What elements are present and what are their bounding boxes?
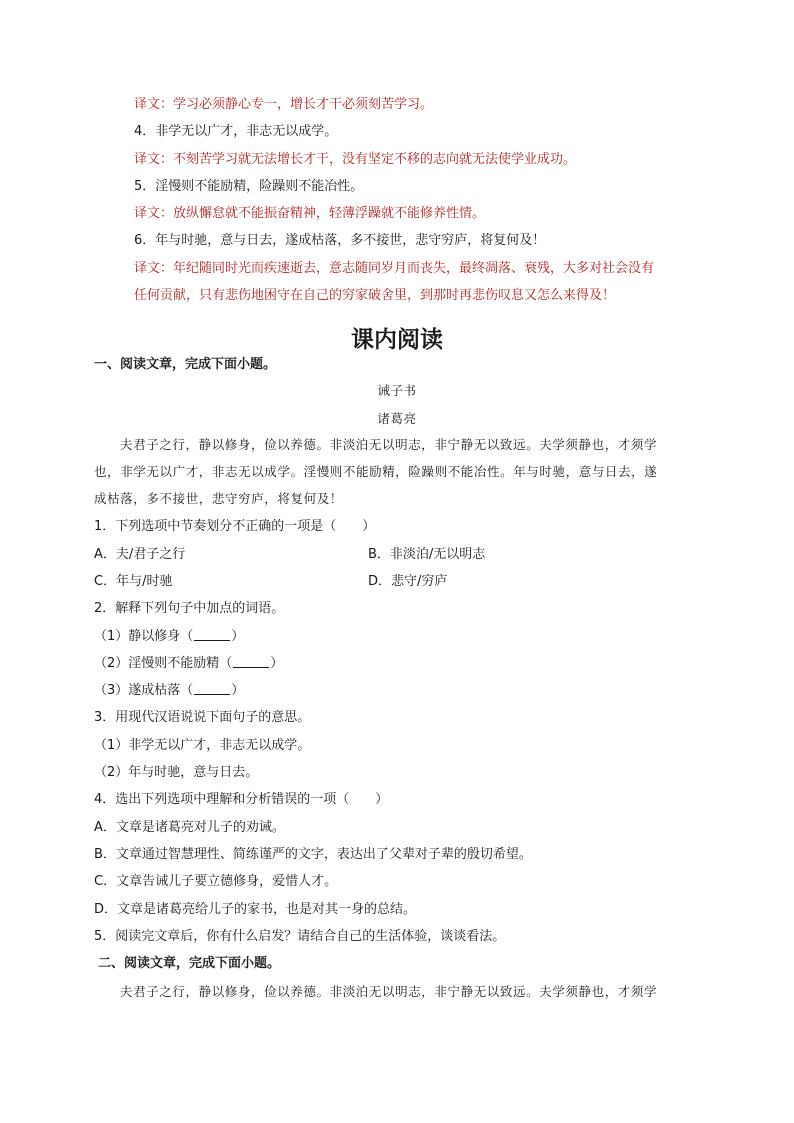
passage-line-2: 也，非学无以广才，非志无以成学。淫慢则不能励精，险躁则不能冶性。年与时驰，意与日去，遂	[94, 464, 658, 479]
poem-author: 诸葛亮	[377, 411, 417, 426]
close-paren: ）	[231, 629, 245, 644]
q1-option-c: C．年与/时驰	[94, 574, 173, 589]
section-title: 课内阅读	[351, 327, 443, 353]
q2-item-2-text: （2）淫慢则不能励精（	[94, 656, 233, 671]
q4-option-a: A．文章是诸葛亮对儿子的劝诫。	[94, 820, 285, 835]
question-4: 4．选出下列选项中理解和分析错误的一项（ ）	[94, 792, 389, 807]
q2-item-1-text: （1）静以修身（	[94, 629, 194, 644]
translation-6-line1: 译文：年纪随同时光而疾速逝去，意志随同岁月而丧失，最终凋落、衰残，大多对社会没有	[134, 261, 655, 276]
q2-item-1	[94, 628, 244, 646]
q4-option-b: B．文章通过智慧理性、简练谨严的文字，表达出了父辈对子辈的殷切希望。	[94, 847, 532, 862]
translation-4: 译文：不刻苦学习就无法增长才干，没有坚定不移的志向就无法使学业成功。	[134, 152, 577, 167]
part2-heading: 二、阅读文章，完成下面小题。	[98, 956, 281, 971]
q1-option-b: B．非淡泊/无以明志	[368, 547, 486, 562]
question-3: 3．用现代汉语说说下面句子的意思。	[94, 710, 311, 725]
q4-option-c: C．文章告诫儿子要立德修身，爱惜人才。	[94, 874, 338, 889]
translation-3: 译文：学习必须静心专一，增长才干必须刻苦学习。	[134, 97, 434, 112]
translation-5: 译文：放纵懈怠就不能振奋精神，轻薄浮躁就不能修养性情。	[134, 206, 486, 221]
answer-blank[interactable]	[233, 655, 269, 668]
sentence-6: 6．年与时驰，意与日去，遂成枯落，多不接世，悲守穷庐，将复何及！	[134, 233, 546, 248]
close-paren: ）	[270, 656, 284, 671]
answer-blank[interactable]	[194, 682, 230, 695]
q3-item-1: （1）非学无以广才，非志无以成学。	[94, 738, 311, 753]
translation-6-line2: 任何贡献，只有悲伤地困守在自己的穷家破舍里，到那时再悲伤叹息又怎么来得及！	[134, 288, 616, 303]
passage-line-3: 成枯落，多不接世，悲守穷庐，将复何及！	[94, 491, 343, 506]
q3-item-2: （2）年与时驰，意与日去。	[94, 765, 259, 780]
q2-item-2	[94, 655, 283, 673]
q2-item-3	[94, 682, 244, 700]
q2-item-3-text: （3）遂成枯落（	[94, 683, 194, 698]
passage-line-1: 夫君子之行，静以修身，俭以养德。非淡泊无以明志，非宁静无以致远。夫学须静也，才须学	[120, 437, 658, 452]
q1-option-a: A．夫/君子之行	[94, 547, 186, 562]
q4-option-d: D．文章是诸葛亮给儿子的家书，也是对其一身的总结。	[94, 902, 417, 917]
question-5: 5．阅读完文章后，你有什么启发？请结合自己的生活体验，谈谈看法。	[94, 929, 506, 944]
close-paren: ）	[231, 683, 245, 698]
part2-passage-line-1: 夫君子之行，静以修身，俭以养德。非淡泊无以明志，非宁静无以致远。夫学须静也，才须学	[120, 984, 658, 999]
q1-option-d: D．悲守/穷庐	[368, 574, 448, 589]
question-2: 2．解释下列句子中加点的词语。	[94, 601, 285, 616]
answer-blank[interactable]	[194, 628, 230, 641]
sentence-5: 5．淫慢则不能励精，险躁则不能冶性。	[134, 179, 364, 194]
sentence-4: 4．非学无以广才，非志无以成学。	[134, 124, 338, 139]
part1-heading: 一、阅读文章，完成下面小题。	[94, 357, 277, 372]
question-1: 1．下列选项中节奏划分不正确的一项是（ ）	[94, 519, 376, 534]
poem-title: 诫子书	[377, 383, 417, 398]
